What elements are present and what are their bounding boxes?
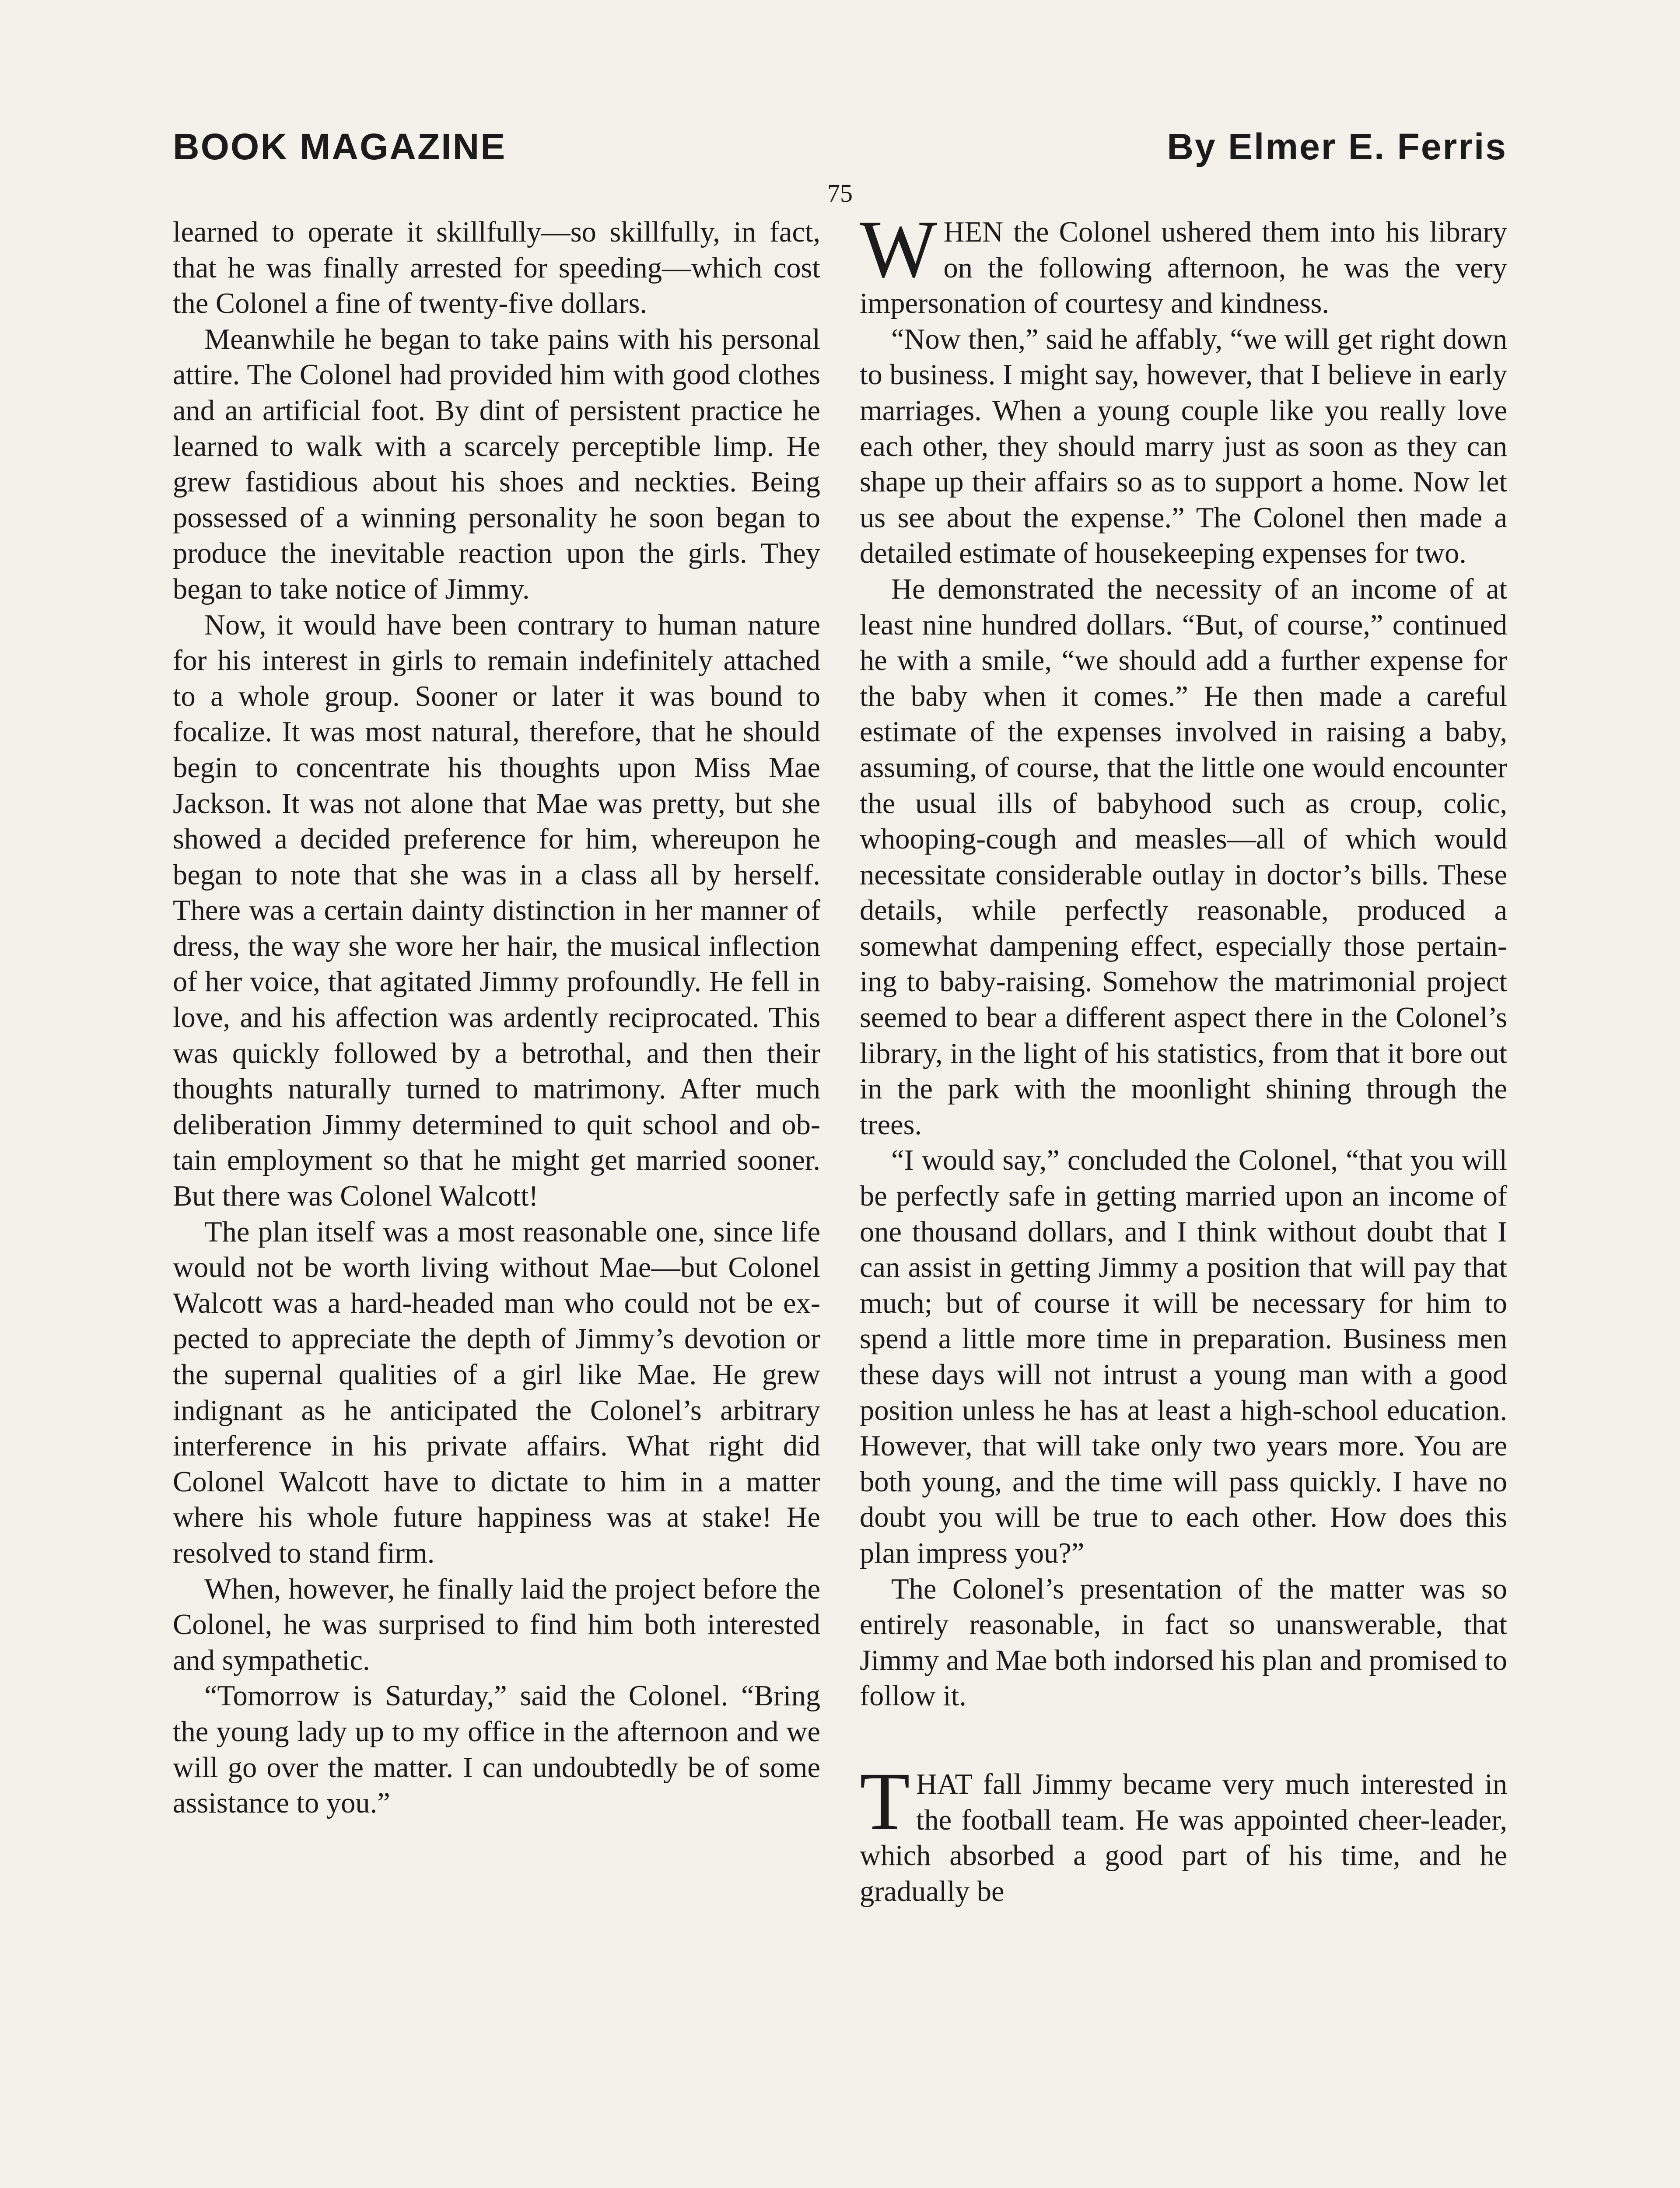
paragraph: Now, it would have been contrary to human nature for his interest in girls to remain indefinitely attached to a whole group. Sooner or later it was bound to focalize. It was most natural, therefore, that he should begin to concentrate his thoughts upon Miss Mae Jackson. It was not alone that Mae was pretty, but she showed a decided preference for him, whereupon he began to note that she was in a class all by herself. There was a certain dainty distinction in her manner of dress, the way she wore her hair, the musical inflection of her voice, that agitated Jimmy profoundly. He fell in love, and his affection was ardently reciprocated. This was quickly followed by a betrothal, and then their thoughts naturally turned to matrimony. After much deliberation Jimmy determined to quit school and obtain employment so that he might get married sooner. But there was Colonel Walcott! bbox=[173, 609, 820, 1213]
page-number: 75 bbox=[827, 179, 853, 207]
right-column bbox=[860, 203, 1507, 1909]
paragraph-text: HEN the Colonel ushered them into his library on the following afternoon, he was the very impersonation of courtesy and kindness. bbox=[860, 216, 1507, 320]
section-break bbox=[860, 1714, 1507, 1767]
left-column bbox=[173, 214, 820, 1821]
paragraph: Meanwhile he began to take pains with his personal attire. The Colonel had provided him with good clothes and an artificial foot. By dint of persistent practice he learned to walk with a scarcely perceptible limp. He grew fastidious about his shoes and neckties. Being possessed of a winning personality he soon began to produce the inevitable reaction upon the girls. They began to take notice of Jimmy. bbox=[173, 323, 820, 605]
paragraph: When, however, he finally laid the project before the Colonel, he was surprised to find him both interested and sympathetic. bbox=[173, 1573, 820, 1676]
drop-cap: T bbox=[860, 1755, 910, 1847]
paragraph: learned to operate it skillfully—so skillfully, in fact, that he was finally arrested for speeding—which cost the Colonel a fine of twenty-five dollars. bbox=[173, 216, 820, 320]
drop-cap: W bbox=[860, 203, 938, 295]
paragraph: “I would say,” concluded the Colonel, “that you will be perfectly safe in getting married upon an income of one thousand dollars, and I think without doubt that I can assist in getting Jimmy a position that will pay that much; but of course it will be necessary for him to spend a little more time in preparation. Business men these days will not intrust a young man with a good position unless he has at least a high-school education. However, that will take only two years more. You are both young, and the time will pass quickly. I have no doubt you will be true to each other. How does this plan impress you?” bbox=[860, 1144, 1507, 1569]
paragraph: “Tomorrow is Saturday,” said the Colonel. “Bring the young lady up to my office in the afternoon and we will go over the matter. I can undoubtedly be of some assistance to you.” bbox=[173, 1680, 820, 1820]
paragraph: The Colonel’s presentation of the matter was so entirely reasonable, in fact so unanswerable, that Jimmy and Mae both indorsed his plan and promised to follow it. bbox=[860, 1573, 1507, 1712]
paragraph: The plan itself was a most reasonable one, since life would not be worth living without Mae—but Colonel Walcott was a hard-headed man who could not be expected to appreciate the depth of Jimmy’s devotion or the supernal qualities of a girl like Mae. He grew indignant as he anticipated the Colonel’s arbitrary interference in his private affairs. What right did Colonel Walcott have to dictate to him in a matter where his whole future happiness was at stake! He resolved to stand firm. bbox=[173, 1216, 820, 1569]
magazine-title: BOOK MAGAZINE bbox=[173, 126, 507, 167]
author-byline: By Elmer E. Ferris bbox=[1167, 126, 1507, 167]
paragraph: He demonstrated the necessity of an income of at least nine hundred dollars. “But, of course,” continued he with a smile, “we should add a further expense for the baby when it comes.” He then made a careful estimate of the expenses involved in raising a baby, assuming, of course, that the little one would encounter the usual ills of babyhood such as croup, colic, whooping-cough and measles—all of which would necessitate considerable outlay in doctor’s bills. These details, while perfectly reasonable, produced a somewhat dampening effect, especially those pertaining to baby-raising. Somehow the matrimonial project seemed to bear a different aspect there in the Colonel’s library, in the light of his statistics, from that it bore out in the park with the moonlight shining through the trees. bbox=[860, 573, 1507, 1141]
section-opening-paragraph bbox=[860, 1755, 1507, 1909]
paragraph: “Now then,” said he affably, “we will get right down to business. I might say, however, that I believe in early marriages. When a young couple like you really love each other, they should marry just as soon as they can shape up their affairs so as to support a home. Now let us see about the expense.” The Colonel then made a detailed estimate of housekeeping expenses for two. bbox=[860, 323, 1507, 570]
paragraph-text: HAT fall Jimmy became very much interested in the football team. He was appointed cheer-leader, which absorbed a good part of his time, and he gradually be bbox=[860, 1768, 1507, 1907]
section-opening-paragraph bbox=[860, 203, 1507, 322]
